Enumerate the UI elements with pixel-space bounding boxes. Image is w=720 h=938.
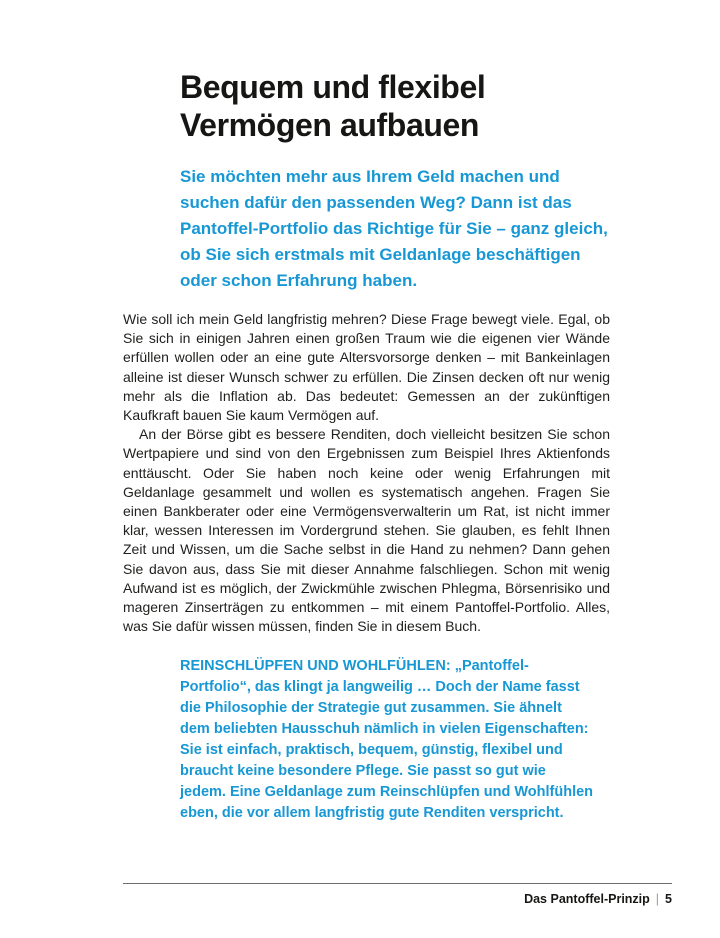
footer-page-number: 5 <box>665 892 672 906</box>
chapter-title <box>180 68 610 144</box>
callout-label: REINSCHLÜPFEN UND WOHLFÜHLEN: <box>180 658 451 675</box>
callout-text: „Pantoffel-Portfolio“, das klingt ja langweilig … Doch der Name fasst die Philosophie der Strategie gut zusammen. Sie ähnelt dem beliebten Hausschuh nämlich in vielen Eigenschaften: Sie ist einfach, praktisch, bequem, günstig, flexibel und braucht keine besondere Pflege. Sie passt so gut wie jedem. Eine Geldanlage zum Reinschlüpfen und Wohlfühlen eben, die vor allem langfristig gute Renditen verspricht. <box>180 658 594 822</box>
footer-separator: | <box>655 892 660 906</box>
body-paragraph-2: An der Börse gibt es bessere Renditen, doch vielleicht besitzen Sie schon Wertpapiere und sind von den Ergebnissen zum Beispiel Ihres Aktienfonds enttäuscht. Oder Sie haben noch keine oder wenig Erfahrungen mit Geldanlage gesammelt und wollen es systematisch angehen. Fragen Sie einen Bankberater oder eine Vermögensverwalterin um Rat, ist nicht immer klar, wessen Interessen im Vordergrund stehen. Sie glauben, es fehlt Ihnen Zeit und Wissen, um die Sache selbst in die Hand zu nehmen? Dann gehen Sie davon aus, dass Sie mit dieser Annahme falschliegen. Schon mit wenig Aufwand ist es möglich, der Zwickmühle zwischen Phlegma, Börsenrisiko und mageren Zinserträgen zu entkommen – mit einem Pantoffel-Portfolio. Alles, was Sie dafür wissen müssen, finden Sie in diesem Buch. <box>123 426 610 635</box>
page-footer <box>123 883 672 906</box>
chapter-title-line1: Bequem und flexibel <box>180 69 486 105</box>
intro-paragraph: Sie möchten mehr aus Ihrem Geld machen und suchen dafür den passenden Weg? Dann ist das Pantoffel-Portfolio das Richtige für Sie – ganz gleich, ob Sie sich erstmals mit Geldanlage beschäftigen oder schon Erfahrung haben. <box>180 167 608 290</box>
callout-paragraph <box>180 656 594 824</box>
body-paragraph-1: Wie soll ich mein Geld langfristig mehren? Diese Frage bewegt viele. Egal, ob Sie sich in einigen Jahren einen großen Traum wie die eigenen vier Wände erfüllen wollen oder an eine gute Altersvorsorge denken – mit Bankeinlagen alleine ist dieser Wunsch schwer zu erfüllen. Die Zinsen decken oft nur wenig mehr als die Inflation ab. Das bedeutet: Gemessen an der zukünftigen Kaufkraft bauen Sie kaum Vermögen auf. <box>123 311 610 424</box>
chapter-title-line2: Vermögen aufbauen <box>180 107 480 143</box>
footer-chapter-label: Das Pantoffel-Prinzip <box>524 892 650 906</box>
